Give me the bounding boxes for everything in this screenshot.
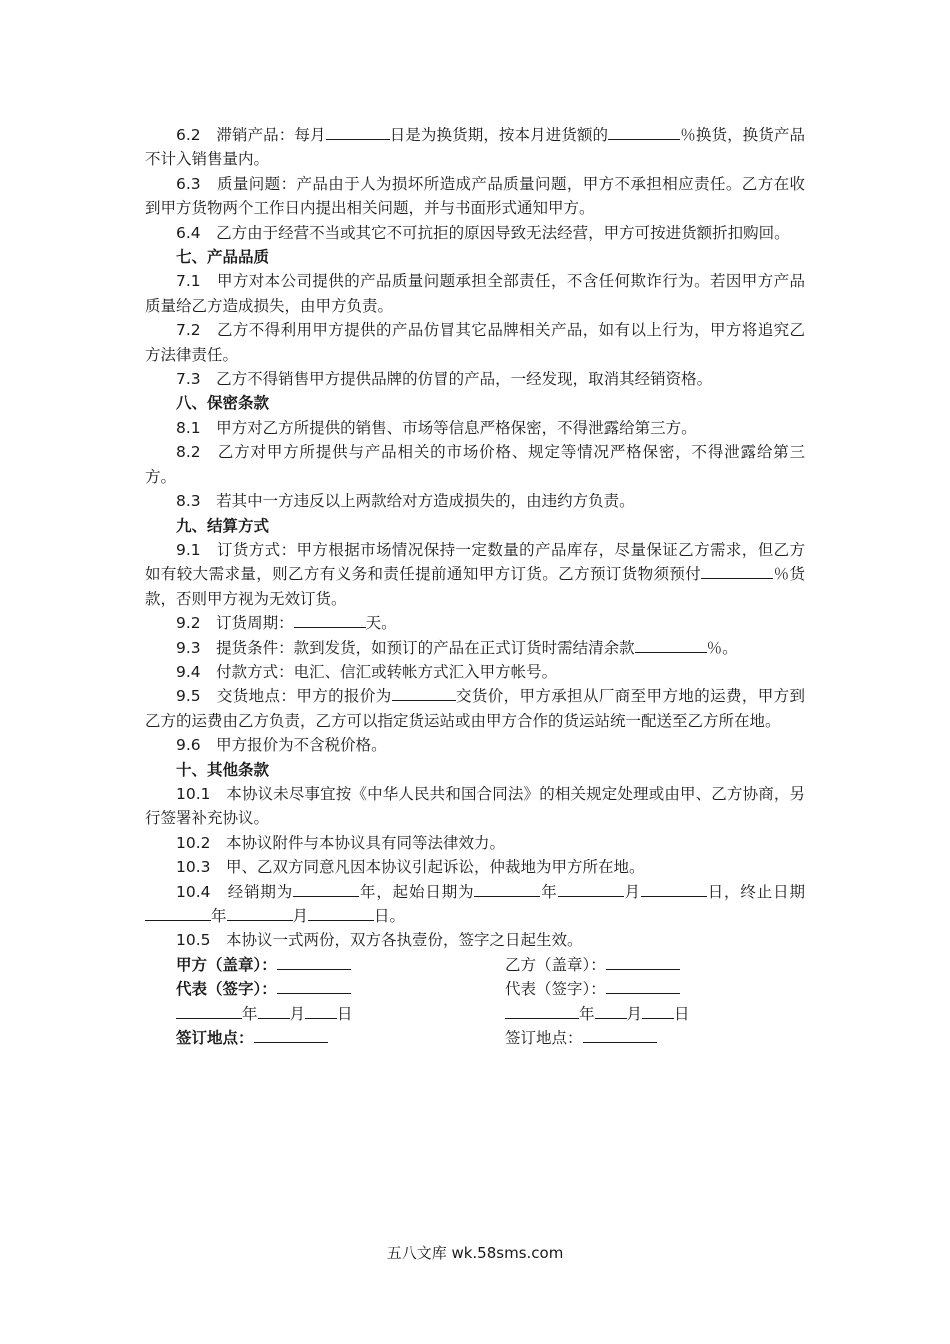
month-label: 月 [289, 1004, 306, 1023]
fill-blank[interactable] [392, 685, 456, 701]
year-label: 年 [242, 1004, 258, 1023]
year-label: 年 [579, 1004, 595, 1023]
fill-blank[interactable] [305, 1003, 337, 1019]
clause-6-4: 6.4 乙方由于经营不当或其它不可抗拒的原因导致无法经营，甲方可按进货额折扣购回。 [176, 223, 790, 242]
clause-text: 9.5 交货地点：甲方的报价为 [176, 687, 392, 706]
clause-9-1 [145, 538, 805, 611]
section-10-title: 十、其他条款 [176, 760, 270, 779]
clause-10-3: 10.3 甲、乙双方同意凡因本协议引起诉讼，仲裁地为甲方所在地。 [176, 858, 645, 877]
clause-text: ％。 [706, 638, 738, 657]
clause-text: 9.1 订货方式：甲方根据市场情况保持一定数量的产品库存，尽量保证乙方需求，但乙方如有较大需求量，则乙方有义务和责任提前通知甲方订货。乙方预订货物须预付 [145, 540, 805, 584]
fill-blank[interactable] [606, 954, 680, 970]
clause-9-6: 9.6 甲方报价为不含税价格。 [176, 736, 387, 755]
clause-8-1: 8.1 甲方对乙方所提供的销售、市场等信息严格保密，不得泄露给第三方。 [176, 418, 697, 437]
clause-9-3 [145, 636, 805, 660]
clause-7-1: 7.1 甲方对本公司提供的产品质量问题承担全部责任，不含任何欺诈行为。若因甲方产品质量给乙方造成损失，由甲方负责。 [145, 272, 805, 315]
fill-blank[interactable] [642, 1003, 674, 1019]
contract-body [145, 123, 805, 1050]
fill-blank[interactable] [326, 124, 390, 140]
date-b [505, 1002, 690, 1026]
day-label: 日 [337, 1004, 353, 1023]
fill-blank[interactable] [254, 1027, 328, 1043]
rep-b-label: 代表（签字）： [505, 980, 606, 999]
clause-10-5: 10.5 本协议一式两份，双方各执壹份，签字之日起生效。 [176, 931, 583, 950]
fill-blank[interactable] [474, 881, 540, 897]
clause-10-4 [145, 880, 805, 929]
place-b-label: 签订地点： [505, 1028, 583, 1047]
fill-blank[interactable] [294, 612, 366, 628]
clause-9-2 [145, 611, 805, 635]
clause-text: 日是为换货期，按本月进货额的 [389, 126, 609, 144]
clause-text: 10.4 经销期为 [176, 882, 294, 901]
rep-a-label: 代表（签字）： [176, 980, 277, 999]
clause-text: 年 [211, 907, 227, 925]
clause-text: 日，终止日期 [706, 882, 805, 901]
clause-text: 天。 [365, 614, 397, 633]
date-a [176, 1002, 353, 1026]
clause-text: ％换货，换货产品不计入销售量内。 [145, 126, 805, 169]
day-label: 日 [674, 1004, 690, 1023]
clause-text: 年，起始日期为 [359, 882, 475, 901]
fill-blank[interactable] [293, 881, 359, 897]
clause-text: 月 [292, 907, 309, 925]
party-a-seal [176, 953, 351, 977]
clause-text: 日。 [374, 907, 406, 925]
fill-blank[interactable] [608, 124, 680, 140]
clause-7-2: 7.2 乙方不得利用甲方提供的产品仿冒其它品牌相关产品，如有以上行为，甲方将追究乙方法律责任。 [145, 321, 805, 364]
fill-blank[interactable] [606, 978, 680, 994]
fill-blank[interactable] [505, 1003, 579, 1019]
clause-text: 9.2 订货周期： [176, 614, 294, 633]
section-9-title: 九、结算方式 [176, 516, 270, 535]
fill-blank[interactable] [635, 637, 707, 653]
clause-text: 年 [540, 882, 558, 901]
clause-10-2: 10.2 本协议附件与本协议具有同等法律效力。 [176, 833, 506, 852]
fill-blank[interactable] [595, 1003, 627, 1019]
place-b [505, 1026, 657, 1050]
fill-blank[interactable] [277, 978, 351, 994]
clause-9-5 [145, 684, 805, 733]
clause-text: 6.2 滞销产品：每月 [176, 126, 326, 144]
clause-9-4: 9.4 付款方式：电汇、信汇或转帐方式汇入甲方帐号。 [176, 662, 558, 681]
place-a-label: 签订地点： [176, 1028, 254, 1047]
party-b-seal-label: 乙方（盖章）： [505, 955, 606, 974]
fill-blank[interactable] [176, 1003, 242, 1019]
fill-blank[interactable] [145, 905, 211, 921]
rep-b [505, 977, 680, 1001]
fill-blank[interactable] [641, 881, 707, 897]
clause-text: 9.3 提货条件：款到发货，如预订的产品在正式订货时需结清余款 [176, 638, 635, 657]
clause-6-2 [145, 123, 805, 172]
signature-row-seal [145, 953, 805, 977]
fill-blank[interactable] [583, 1027, 657, 1043]
party-b-seal [505, 953, 680, 977]
fill-blank[interactable] [308, 905, 374, 921]
party-a-seal-label: 甲方（盖章）： [176, 955, 277, 974]
clause-10-1: 10.1 本协议未尽事宜按《中华人民共和国合同法》的相关规定处理或由甲、乙方协商，另行签署补充协议。 [145, 784, 805, 828]
signature-row-date [145, 1002, 805, 1026]
signature-row-place [145, 1026, 805, 1050]
fill-blank[interactable] [558, 881, 624, 897]
clause-7-3: 7.3 乙方不得销售甲方提供品牌的仿冒的产品，一经发现，取消其经销资格。 [176, 370, 713, 389]
fill-blank[interactable] [258, 1003, 290, 1019]
signature-row-rep [145, 977, 805, 1001]
fill-blank[interactable] [277, 954, 351, 970]
clause-text: 交货价，甲方承担从厂商至甲方地的运费，甲方到乙方的运费由乙方负责，乙方可以指定货运站或由甲方合作的货运站统一配送至乙方所在地。 [145, 687, 805, 730]
footer-watermark: 五八文库 wk.58sms.com [386, 1244, 564, 1262]
place-a [176, 1026, 328, 1050]
clause-text: 月 [623, 882, 641, 901]
clause-8-2: 8.2 乙方对甲方所提供与产品相关的市场价格、规定等情况严格保密，不得泄露给第三方。 [145, 443, 805, 486]
clause-6-3: 6.3 质量问题：产品由于人为损坏所造成产品质量问题，甲方不承担相应责任。乙方在收到甲方货物两个工作日内提出相关问题，并与书面形式通知甲方。 [145, 174, 805, 218]
section-7-title: 七、产品品质 [176, 248, 270, 267]
clause-8-3: 8.3 若其中一方违反以上两款给对方造成损失的，由违约方负责。 [176, 492, 635, 511]
clause-text: ％货款，否则甲方视为无效订货。 [145, 565, 805, 608]
fill-blank[interactable] [701, 563, 773, 579]
rep-a [176, 977, 351, 1001]
section-8-title: 八、保密条款 [176, 394, 270, 413]
fill-blank[interactable] [227, 905, 293, 921]
month-label: 月 [626, 1004, 643, 1023]
